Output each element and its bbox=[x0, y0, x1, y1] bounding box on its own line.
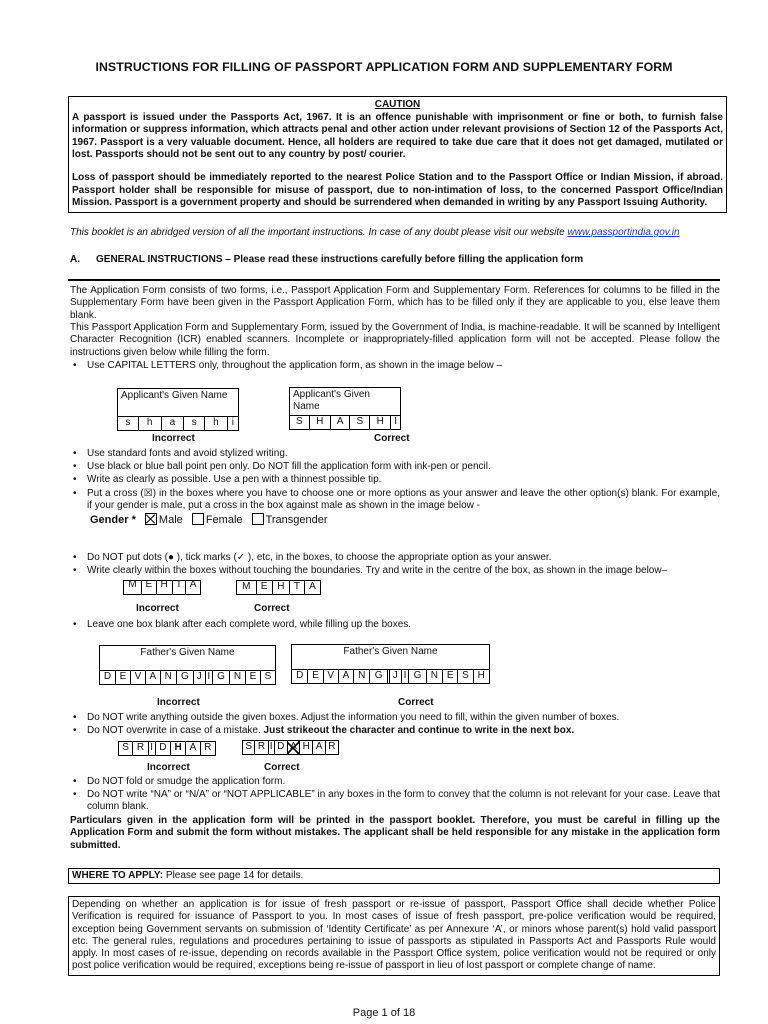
strikeout-correct-grid bbox=[242, 740, 339, 755]
letter-box: H bbox=[300, 741, 313, 755]
letter-box: E bbox=[308, 670, 323, 684]
letter-box: A bbox=[287, 741, 299, 755]
letter-box: S bbox=[119, 742, 133, 756]
letter-box: D bbox=[292, 670, 308, 684]
section-number: A. bbox=[70, 254, 80, 265]
abridged-note bbox=[70, 227, 730, 239]
male-checkbox-crossed bbox=[145, 513, 157, 525]
letter-box: h bbox=[205, 417, 228, 431]
letter-box: s bbox=[184, 417, 205, 431]
incorrect-letter-grid bbox=[117, 416, 239, 431]
letter-box: E bbox=[256, 581, 272, 595]
letter-box: R bbox=[255, 741, 268, 755]
website-link[interactable]: www.passportindia.gov.in bbox=[567, 227, 680, 238]
letter-box: N bbox=[230, 671, 246, 685]
letter-box: J bbox=[389, 670, 401, 684]
caution-paragraph-2: Loss of passport should be immediately reported to the nearest Police Station and to the Passport Office or Indian Mission, if abroad. Passport holder shall be responsible for misuse of passport, due to non-intimation of loss, to the concerned Passport Office/Indian Mission. Passport is a government property and should be surrendered when demanded in writing by any Passport Issuing Authority. bbox=[72, 171, 723, 209]
page-title: INSTRUCTIONS FOR FILLING OF PASSPORT APPLICATION FORM AND SUPPLEMENTARY FORM bbox=[95, 60, 673, 74]
letter-box: A bbox=[186, 581, 201, 595]
letter-box: A bbox=[330, 416, 350, 430]
letter-box: N bbox=[426, 670, 442, 684]
intro-paragraph-2: This Passport Application Form and Supplementary Form, issued by the Government of India, is machine-readable. It will be scanned by Intelligent Character Recognition (ICR) enabled scanners. Incomplete or inappropriately-filled application form will not be accepted. Please follow the instructions given below while filling the form. bbox=[70, 322, 720, 358]
correct-caption: Correct bbox=[398, 697, 434, 708]
list-item: • Write clearly within the boxes without touching the boundaries. Try and write in the centre of the box, as shown in the image below– bbox=[73, 565, 668, 576]
list-item: • Do NOT overwrite in case of a mistake. Just strikeout the character and continue to write in the next box. bbox=[73, 725, 575, 736]
gender-example bbox=[90, 513, 328, 528]
letter-box: A bbox=[186, 742, 200, 756]
list-item: • Leave one box blank after each complete word, while filling up the boxes. bbox=[73, 619, 412, 630]
correct-caption: Correct bbox=[374, 433, 410, 444]
list-item: • Use black or blue ball point pen only. Do NOT fill the application form with ink-pen or pencil. bbox=[73, 461, 491, 472]
note-text: This booklet is an abridged version of all the important instructions. In case of any doubt please visit our website bbox=[70, 227, 568, 238]
transgender-option: Transgender bbox=[265, 514, 328, 526]
letter-box: J bbox=[193, 671, 205, 685]
letter-box: i bbox=[227, 417, 238, 431]
overwrite-incorrect-grid bbox=[118, 741, 216, 756]
letter-box: H bbox=[309, 416, 330, 430]
female-checkbox bbox=[192, 513, 204, 525]
letter-box: M bbox=[237, 581, 257, 595]
letter-box: R bbox=[133, 742, 148, 756]
boundary-correct-grid bbox=[236, 580, 321, 595]
correct-caption: Correct bbox=[254, 603, 290, 614]
list-item: • Do NOT write anything outside the given boxes. Adjust the information you need to fill, within the given number of boxes. bbox=[73, 712, 620, 723]
page-number: Page 1 of 18 bbox=[352, 1007, 416, 1019]
responsibility-note: Particulars given in the application form will be printed in the passport booklet. Therefore, you must be careful in filling up the Application Form and submit the form without mistakes. The applicant shall be held responsible for any mistake in the application form submitted. bbox=[70, 815, 720, 851]
incorrect-caption: Incorrect bbox=[136, 603, 179, 614]
list-item: • Use standard fonts and avoid stylized writing. bbox=[73, 448, 288, 459]
letter-box: S bbox=[290, 416, 310, 430]
letter-box: s bbox=[118, 417, 139, 431]
letter-box: T bbox=[289, 581, 304, 595]
correct-name-label-box: Applicant's Given Name bbox=[289, 387, 401, 415]
letter-box: E bbox=[116, 671, 131, 685]
letter-box: I bbox=[391, 416, 401, 430]
correct-letter-grid bbox=[289, 415, 401, 430]
caution-heading: CAUTION bbox=[374, 99, 421, 110]
letter-box: E bbox=[246, 671, 261, 685]
incorrect-caption: Incorrect bbox=[147, 762, 190, 773]
letter-box: A bbox=[338, 670, 353, 684]
letter-box: V bbox=[323, 670, 338, 684]
letter-box: a bbox=[161, 417, 184, 431]
letter-box: S bbox=[243, 741, 255, 755]
letter-box: H bbox=[170, 742, 185, 756]
list-item: • Do NOT write “NA” or “N/A” or “NOT APPLICABLE” in any boxes in the form to convey that the column is not relevant for your case. Leave that column blank. bbox=[73, 789, 720, 813]
where-label: WHERE TO APPLY: bbox=[72, 870, 164, 881]
father-name-label-incorrect: Father's Given Name bbox=[99, 645, 276, 670]
letter-box: M bbox=[124, 581, 142, 595]
letter-box: S bbox=[350, 416, 370, 430]
letter-box: G bbox=[212, 671, 229, 685]
section-title: GENERAL INSTRUCTIONS – Please read these instructions carefully before filling the application form bbox=[96, 254, 584, 265]
letter-box: H bbox=[370, 416, 391, 430]
boundary-incorrect-grid bbox=[123, 580, 201, 595]
incorrect-caption: Incorrect bbox=[157, 697, 200, 708]
letter-box: R bbox=[200, 742, 215, 756]
police-verification-box: Depending on whether an application is for issue of fresh passport or re-issue of passport, Passport Office shall decide whether Police Verification is required for issuance of Passport to you. In most cases of issue of fresh passport, pre-police verification would be required, exception being Government servants on submission of ‘Identity Certificate’ as per Annexure ‘A’, or minors whose parent(s) hold valid passport etc. The general rules, regulations and procedures pertaining to issue of passports as stipulated in Passports Act and Passports Rule would apply. In most cases of re-issue, depending on records available in the Passport Office system, police verification would not be required or only post police verification would be required, exceptions being re-issue of passport in lieu of lost passport or complete change of name. bbox=[68, 896, 720, 976]
letter-box: E bbox=[141, 581, 156, 595]
letter-box: I bbox=[148, 742, 155, 756]
list-item: • Do NOT put dots (● ), tick marks (✓ ), etc, in the boxes, to choose the appropriate option as your answer. bbox=[73, 552, 552, 563]
letter-box: E bbox=[443, 670, 458, 684]
letter-box: A bbox=[304, 581, 320, 595]
where-text: Please see page 14 for details. bbox=[163, 870, 304, 881]
male-option: Male bbox=[158, 514, 183, 526]
letter-box: A bbox=[313, 741, 325, 755]
where-to-apply-box bbox=[68, 868, 720, 884]
intro-paragraph-1: The Application Form consists of two forms, i.e., Passport Application Form and Supplementary Form. References for columns to be filled in the Supplementary Form have been given in the Passport Application Form, which has to be filled only if they are applicable to you, else leave them blank. bbox=[70, 285, 720, 321]
letter-box: S bbox=[458, 670, 473, 684]
letter-box: h bbox=[138, 417, 161, 431]
list-item: • Do NOT fold or smudge the application form. bbox=[73, 776, 286, 787]
father-name-label-correct: Father's Given Name bbox=[291, 644, 490, 669]
letter-box: G bbox=[409, 670, 426, 684]
word-gap-correct-grid bbox=[291, 669, 490, 684]
letter-box: D bbox=[155, 742, 170, 756]
divider bbox=[68, 279, 720, 281]
caution-paragraph-1: A passport is issued under the Passports Act, 1967. It is an offence punishable with imprisonment or fine or both, to furnish false information or suppress information, which attracts penal and other action under relevant provisions of Section 12 of the Passports Act, 1967. Passport is a very valuable document. Hence, all holders are required to take due care that it does not get damaged, mutilated or lost. Passports should not be sent out to any country by post/ courier. bbox=[72, 111, 723, 161]
letter-box: A bbox=[145, 671, 160, 685]
incorrect-name-label-box: Applicant's Given Name bbox=[117, 388, 239, 416]
letter-box: R bbox=[325, 741, 338, 755]
letter-box: G bbox=[176, 671, 193, 685]
letter-box: N bbox=[354, 670, 370, 684]
letter-box: I bbox=[401, 670, 409, 684]
letter-box: S bbox=[260, 671, 275, 685]
letter-box: G bbox=[370, 670, 387, 684]
letter-box: N bbox=[160, 671, 176, 685]
letter-box: I bbox=[205, 671, 212, 685]
letter-box: H bbox=[473, 670, 489, 684]
letter-box: D bbox=[100, 671, 116, 685]
letter-box: D bbox=[274, 741, 287, 755]
female-option: Female bbox=[205, 514, 243, 526]
list-item: • Use CAPITAL LETTERS only, throughout the application form, as shown in the image below – bbox=[73, 360, 503, 371]
letter-box: H bbox=[156, 581, 172, 595]
word-gap-incorrect-grid bbox=[99, 670, 276, 685]
caution-box bbox=[68, 96, 727, 213]
letter-box: H bbox=[272, 581, 289, 595]
section-a-heading bbox=[70, 254, 583, 266]
correct-caption: Correct bbox=[264, 762, 300, 773]
incorrect-caption: Incorrect bbox=[152, 433, 195, 444]
list-item: • Write as clearly as possible. Use a pen with a thinnest possible tip. bbox=[73, 474, 382, 485]
letter-box: V bbox=[130, 671, 145, 685]
gender-label: Gender * bbox=[90, 514, 136, 526]
letter-box: I bbox=[268, 741, 274, 755]
transgender-checkbox bbox=[252, 513, 264, 525]
letter-box: T bbox=[172, 581, 186, 595]
list-item: • Put a cross (☒) in the boxes where you have to choose one or more options as your answer and leave the other option(s) blank. For example, if your gender is male, put a cross in the box against male as shown in the image below - bbox=[73, 488, 720, 512]
